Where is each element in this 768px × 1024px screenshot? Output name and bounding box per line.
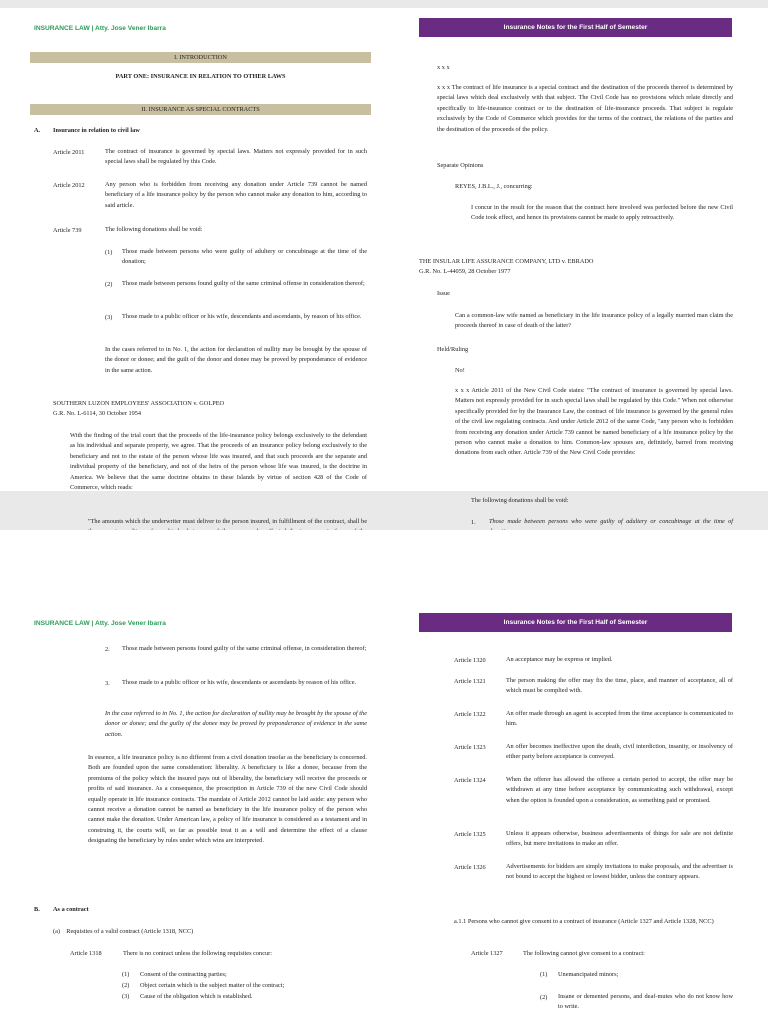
requisite-item: Object certain which is the subject matter of the contract;: [140, 982, 285, 989]
life-insurance-special-contract-para: x x x The contract of life insurance is a special contract and the destination of the proceeds thereof is determined by special laws which deal exclusively with that subject. The Civil Code has no provisions which relate directly and specifically to life-insurance contract or to the destination of life-insurance proceeds. That subject is regulate exclusively by the Code of Commerce which provides for the terms of the contract, the relations of the parties and the destination of the proceeds of the policy.: [437, 84, 733, 133]
page-2: [0, 530, 768, 1024]
incapacity-number: (2): [540, 994, 548, 1001]
item-number: 3.: [105, 680, 110, 687]
art739-closing-paragraph: In the cases referred to in No. 1, the action for declaration of nullity may be brought by the spouse of the donor or donee; and the guilt of the donor and donee may be proved by preponderance of evidence in the same action.: [105, 346, 367, 374]
header-course-title: INSURANCE LAW | Atty. Jose Vener Ibarra: [34, 25, 166, 32]
article-739-label: Article 739: [53, 227, 82, 234]
requisite-number: (2): [122, 982, 130, 989]
item-number: 2.: [105, 646, 110, 653]
article-label: Article 1320: [454, 657, 486, 664]
art739-item: Those made between persons found guilty of the same criminal offense in consideration thereof;: [122, 280, 365, 287]
article-text: Unless it appears otherwise, business advertisements of things for sale are not definite offers, but mere invitations to make an offer.: [506, 830, 733, 848]
reyes-concurring-label: REYES, J.B.L., J., concurring:: [455, 183, 533, 190]
nullity-action-paragraph: In the case referred to in No. 1, the action for declaration of nullity may be brought by the spouse of the donor or donee; and the guilty of the donee may be proved by preponderance of evidence in the same action.: [105, 710, 367, 738]
issue-label: Issue: [437, 290, 450, 297]
article-text: An offer made through an agent is accepted from the time acceptance is communicated to him.: [506, 710, 733, 728]
void-item: Those made between persons found guilty of the same criminal offense, in consideration thereof;: [122, 645, 367, 652]
article-label: Article 1323: [454, 744, 486, 751]
requisites-subheading: (a) Requisites of a valid contract (Article 1318, NCC): [53, 928, 194, 935]
article-label: Article 1322: [454, 711, 486, 718]
case-ruling-golpeo: With the finding of the trial court that the proceeds of the life-insurance policy belongs exclusively to the defendant as his individual and separate property, we agree. That the proceeds of an insurance policy belong exclusively to the beneficiary and not to the estate of the person whose life was insured, and that such proceeds are the separate and individual property of the beneficiary, and not of the heirs of the person whose life was insured, is the doctrine in America. We believe that the same doctrine obtains in these Islands by virtue of section 428 of the Code of Commerce, which reads:: [70, 432, 367, 492]
requisite-item: Cause of the obligation which is established.: [140, 993, 253, 1000]
case-gr-number-golpeo: G.R. No. L-6114, 30 October 1954: [53, 410, 142, 417]
special-contracts-heading-bar: II. INSURANCE AS SPECIAL CONTRACTS: [30, 104, 371, 115]
incapacity-item: Insane or demented persons, and deaf-mutes who do not know how to write.: [558, 993, 733, 1011]
section-b-title: As a contract: [53, 906, 89, 913]
ellipsis-marker: x x x: [437, 64, 450, 71]
part-one-heading: PART ONE: INSURANCE IN RELATION TO OTHER LAWS: [115, 73, 286, 80]
article-text: An acceptance may be express or implied.: [506, 656, 613, 663]
article-1327-text: The following cannot give consent to a contract:: [523, 950, 645, 957]
article-1318-text: There is no contract unless the following requisites concur:: [123, 950, 272, 957]
section-a-letter: A.: [34, 127, 41, 134]
article-label: Article 1324: [454, 777, 486, 784]
article-1318-label: Article 1318: [70, 950, 102, 957]
section-b-letter: B.: [34, 906, 40, 913]
incapacity-number: (1): [540, 971, 548, 978]
void-item-text: Those made between persons who were guilty of adultery or concubinage at the time of: [489, 518, 733, 525]
art739-item-number: (1): [105, 249, 113, 256]
essence-paragraph: In essence, a life insurance policy is no different from a civil donation insofar as the beneficiary is concerned. Both are founded upon the same consideration: liberality. A beneficiary is like a donee, because from the premiums of the policy which the insured pays out of liberality, the beneficiary will receive the proceeds or profits of said insurance. As a consequence, the proscription in Article 739 of the new Civil Code should equally operate in life insurance contracts. The mandate of Article 2012 cannot be laid aside: any person who cannot receive a donation cannot be named as beneficiary in the life insurance policy of the person who cannot make the donation. Under American law, a policy of life insurance is considered as a testament and in construing it, the courts will, so far as possible treat it as a will and determine the effect of a clause designating the beneficiary by rules under which wins are interpreted.: [88, 754, 367, 845]
issue-text: Can a common-law wife named as beneficiary in the life insurance policy of a legally married man claim the proceeds thereof in case of death of the latter?: [455, 312, 733, 330]
article-2011-label: Article 2011: [53, 149, 85, 156]
incapacity-item: Unemancipated minors;: [558, 971, 619, 978]
void-item: Those made to a public officer or his wife, descendants or ascendants by reason of his office.: [122, 679, 357, 686]
requisite-number: (3): [122, 993, 130, 1000]
article-label: Article 1325: [454, 831, 486, 838]
article-label: Article 1326: [454, 864, 486, 871]
article-label: Article 1321: [454, 678, 486, 685]
article-1327-label: Article 1327: [471, 950, 503, 957]
article-2011-text: The contract of insurance is governed by special laws. Matters not expressly provided for in such special laws shall be regulated by this Code.: [105, 148, 367, 166]
art739-item-number: (3): [105, 314, 113, 321]
case-title-golpeo: SOUTHERN LUZON EMPLOYEES' ASSOCIATION v. GOLPEO: [53, 400, 225, 407]
reyes-opinion-text: I concur in the result for the reason that the contract here involved was perfected before the new Civil Code took effect, and hence its provisions cannot be made to apply retroactively.: [471, 204, 733, 222]
persons-cannot-consent-subheading: a.1.1 Persons who cannot give consent to a contract of insurance (Article 1327 and Article 1328, NCC): [454, 918, 714, 925]
held-ruling-text: x x x Article 2011 of the New Civil Code states: "The contract of insurance is governed by special laws. Matters not expressly provided for in such special laws shall be regulated by this Code." When not otherwise specifically provided for by the Insurance Law, the contract of life insurance is governed by the general rules of the civil law regulating contracts. And under Article 2012 of the same Code, "any person who is forbidden from receiving any donation under Article 739 cannot be named beneficiary of a life insurance policy by the person who cannot make a donation to him. Common-law spouses are, definitely, barred from receiving donations from each other. Article 739 of the New Civil Code provides:: [455, 387, 733, 457]
case-title-ebrado: THE INSULAR LIFE ASSURANCE COMPANY, LTD v. EBRADO: [419, 258, 594, 265]
requisite-item: Consent of the contracting parties;: [140, 971, 227, 978]
code-of-commerce-quote: "The amounts which the underwriter must deliver to the person insured, in fulfillment of the contract, shall be: [88, 518, 367, 525]
article-2012-text: Any person who is forbidden from receiving any donation under Article 739 cannot be named beneficiary of a life insurance policy by the person who cannot make any donation to him, according to said article.: [105, 181, 367, 209]
art739-item: Those made to a public officer or his wife, descendants and ascendants, by reason of his office.: [122, 313, 362, 320]
art739-item-number: (2): [105, 281, 113, 288]
article-text: An offer becomes ineffective upon the death, civil interdiction, insanity, or insolvency of either party before acceptance is conveyed.: [506, 743, 733, 761]
void-item-number: 1.: [471, 519, 476, 526]
article-text: Advertisements for bidders are simply invitations to make proposals, and the advertiser is not bound to accept the highest or lowest bidder, unless the contrary appears.: [506, 863, 733, 881]
void-donations-intro: The following donations shall be void:: [471, 497, 569, 504]
article-739-text: The following donations shall be void:: [105, 226, 203, 233]
requisite-number: (1): [122, 971, 130, 978]
art739-item: Those made between persons who were guilty of adultery or concubinage at the time of the donation;: [122, 248, 367, 266]
header-course-title: INSURANCE LAW | Atty. Jose Vener Ibarra: [34, 620, 166, 627]
held-ruling-label: Held/Ruling: [437, 346, 469, 353]
case-gr-number-ebrado: G.R. No. L-44059, 28 October 1977: [419, 268, 511, 275]
page-1: [0, 8, 768, 526]
intro-heading-bar: I. INTRODUCTION: [30, 52, 371, 63]
header-notes-banner: Insurance Notes for the First Half of Semester: [419, 18, 732, 37]
header-notes-banner: Insurance Notes for the First Half of Semester: [419, 613, 732, 632]
held-answer: No!: [455, 367, 465, 374]
article-text: The person making the offer may fix the time, place, and manner of acceptance, all of which must be complied with.: [506, 677, 733, 695]
section-a-title: Insurance in relation to civil law: [53, 127, 140, 134]
article-2012-label: Article 2012: [53, 182, 85, 189]
separate-opinions-label: Separate Opinions: [437, 162, 484, 169]
article-text: When the offerer has allowed the offeree a certain period to accept, the offer may be withdrawn at any time before acceptance by communicating such withdrawal, except when the option is founded upon a consideration, as something paid or promised.: [506, 776, 733, 804]
